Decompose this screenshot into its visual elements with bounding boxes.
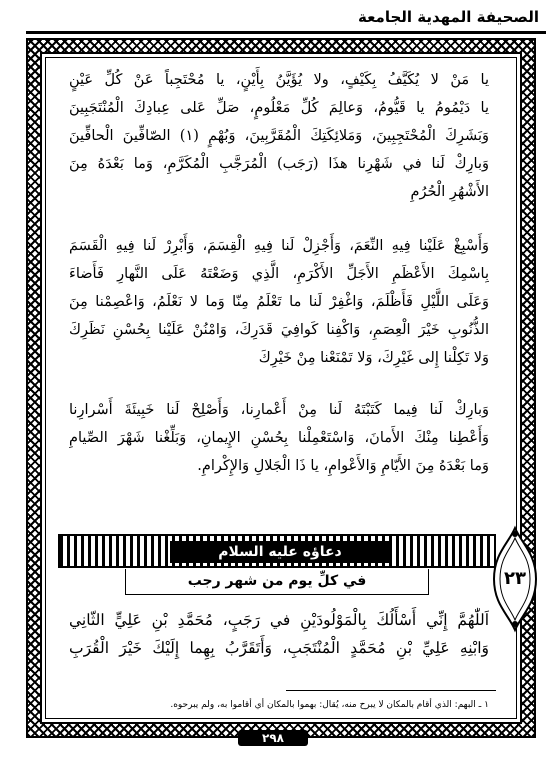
paragraph-1 bbox=[69, 66, 489, 206]
section-subheading: في كلِّ يوم من شهر رجب bbox=[125, 569, 429, 595]
section-banner bbox=[58, 534, 496, 568]
footnote: ١ ـ البهم: الذي أقام بالمكان لا يبرح منه، يُقال: بهموا بالمكان أي أقاموا به، ولم يبرحوه. bbox=[170, 700, 489, 710]
section-number-badge bbox=[492, 524, 538, 634]
text-line: وَما بَعْدَهُ مِنَ الأَيّامِ وَالأَعْوامِ، يا ذَا الْجَلالِ وَالإِكْرامِ. bbox=[197, 458, 489, 474]
section-number: ٢٣ bbox=[504, 568, 526, 589]
text-line: وَابْنِهِ عَلِيِّ بْنِ مُحَمَّدٍ الْمُنْتَجَبِ، وَأَتَقَرَّبُ بِهِما إِلَيْكَ خَيْرَ الْقُرَبِ bbox=[69, 639, 489, 657]
text-line: بِاسْمِكَ الأَعْظَمِ الأَجَلِّ الأَكْرَمِ، الَّذِي وَضَعْتَهُ عَلَى النَّهارِ فَأَضاءَ bbox=[69, 266, 489, 282]
text-line: وَبَشَرِكَ الْمُحْتَجِبِينَ، وَمَلائِكَتِكَ الْمُقَرَّبِينَ، وَبُهْمٍ (١) الصّافِّينَ الْحافِّينَ bbox=[69, 128, 489, 144]
text-line: يا دَيْمُومُ يا قَيُّومُ، وَعالِمَ كُلِّ مَعْلُومٍ، صَلِّ عَلى عِبادِكَ الْمُنْتَجَبِينَ bbox=[69, 100, 489, 116]
text-line: يا مَنْ لا يُكَيَّفُ بِكَيْفٍ، ولا يُؤَيَّنُ بِأَيْنٍ، يا مُحْتَجِباً عَنْ كُلِّ عَيْنٍ bbox=[69, 72, 489, 88]
paragraph-3 bbox=[69, 396, 489, 480]
text-line: اَللّٰهُمَّ إِنِّي أَسْأَلُكَ بِالْمَوْلُودَيْنِ في رَجَبٍ، مُحَمَّدِ بْنِ عَلِيٍّ الثّانِي bbox=[69, 611, 489, 629]
page-header-title: الصحيفة المهدية الجامعة bbox=[357, 8, 539, 26]
header-rule bbox=[26, 31, 546, 34]
text-line: وَعَلَى اللَّيْلِ فَأَظْلَمَ، وَاغْفِرْ لَنا ما تَعْلَمُ مِنّا وَما لا نَعْلَمُ، وَاعْصِمْنا مِنَ bbox=[69, 294, 489, 310]
text-line: الأَشْهُرِ الْحُرُمِ bbox=[410, 184, 489, 200]
text-line: وَأَعْطِنا مِنْكَ الأَمانَ، وَاسْتَعْمِلْنا بِحُسْنِ الإِيمانِ، وَبَلِّغْنا شَهْرَ الصِّيامِ bbox=[69, 430, 489, 446]
text-line: وَبارِكْ لَنا فِيما كَتَبْتَهُ لَنا مِنْ أَعْمارِنا، وَأَصْلِحْ لَنا خَبِيئَةَ أَسْرارِنا bbox=[69, 402, 489, 418]
section-banner-title: دعاؤه عليه السلام bbox=[170, 541, 390, 563]
prayer-text bbox=[69, 606, 489, 662]
text-line: وَأَسْبِغْ عَلَيْنا فِيهِ النِّعَمَ، وَأَجْزِلْ لَنا فِيهِ الْقِسَمَ، وَأَبْرِرْ لَنا فِيهِ الْقَسَمَ bbox=[69, 238, 489, 254]
text-line: الذُّنُوبِ خَيْرَ الْعِصَمِ، وَاكْفِنا كَوافِيَ قَدَرِكَ، وَامْنُنْ عَلَيْنا بِحُسْنِ نَظَرِكَ bbox=[69, 322, 489, 338]
text-line: وَبارِكْ لَنا في شَهْرِنا هذَا (رَجَب) الْمُرَجَّبِ الْمُكَرَّمِ، وَما بَعْدَهُ مِنَ bbox=[69, 156, 489, 172]
footnote-divider bbox=[286, 690, 496, 691]
text-line: وَلا تَكِلْنا إِلى غَيْرِكَ، وَلا تَمْنَعْنا مِنْ خَيْرِكَ bbox=[258, 350, 489, 366]
page-number: ٢٩٨ bbox=[238, 730, 308, 746]
paragraph-2 bbox=[69, 232, 489, 372]
